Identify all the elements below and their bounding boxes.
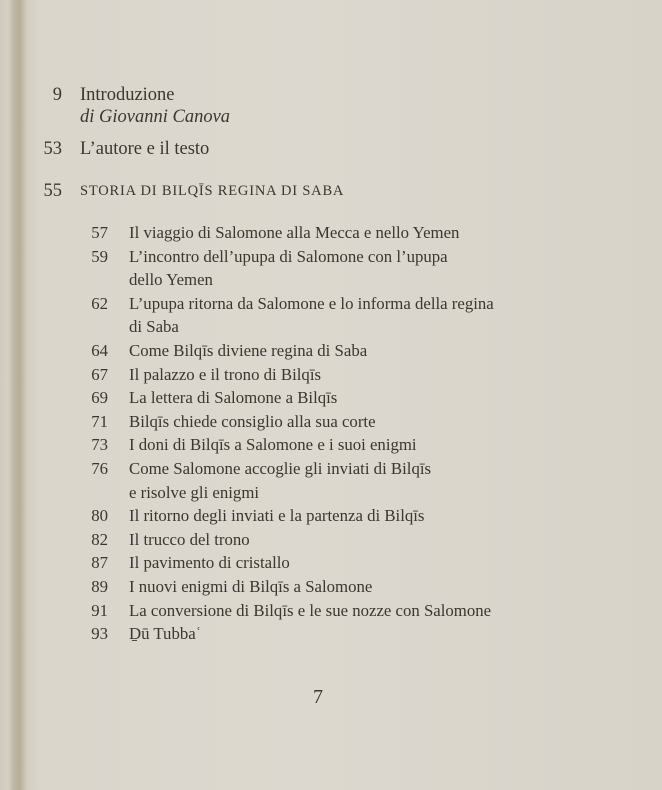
toc-entry — [0, 363, 662, 387]
entry-title-line: Il viaggio di Salomone alla Mecca e nello Yemen — [129, 223, 460, 242]
toc-entry — [0, 292, 662, 339]
page-number: 64 — [91, 340, 108, 360]
page-number: 71 — [91, 411, 108, 431]
entry-title-line: Il pavimento di cristallo — [129, 553, 290, 573]
entry-title-line: Il trucco del trono — [129, 529, 250, 549]
section-title: STORIA DI BILQĪS REGINA DI SABA — [80, 183, 345, 199]
toc-entry — [0, 245, 662, 292]
entry-title-line: e risolve gli enigmi — [129, 482, 260, 502]
page-number: 91 — [91, 600, 108, 620]
toc-entry — [0, 339, 662, 363]
toc-entry — [0, 551, 662, 575]
toc-list — [0, 221, 662, 646]
page-number: 53 — [43, 139, 62, 159]
entry-title-line: Il palazzo e il trono di Bilqīs — [129, 364, 322, 384]
toc-entry — [0, 504, 662, 528]
toc-entry — [0, 221, 662, 245]
toc-entry — [0, 622, 662, 646]
entry-title-line: Bilqīs chiede consiglio alla sua corte — [129, 411, 376, 431]
page-number: 80 — [91, 506, 108, 526]
page-number: 87 — [91, 553, 108, 573]
page-number: 55 — [43, 181, 62, 201]
entry-title-line: L’upupa ritorna da Salomone e lo informa della regina — [129, 293, 494, 313]
toc-entry — [0, 528, 662, 552]
page-number: 73 — [91, 435, 108, 455]
entry-title-line: di Saba — [129, 317, 179, 337]
page-number: 57 — [91, 223, 108, 242]
entry-title-line: I nuovi enigmi di Bilqīs a Salomone — [129, 576, 373, 596]
entry-title-line: Come Bilqīs diviene regina di Saba — [129, 340, 368, 360]
entry-title: Introduzione — [80, 85, 175, 105]
page-number: 62 — [91, 293, 108, 313]
toc-entry — [0, 386, 662, 410]
entry-title-line: dello Yemen — [129, 270, 213, 290]
page-folio: 7 — [313, 686, 323, 708]
entry-title: L’autore e il testo — [80, 139, 210, 159]
page-number: 89 — [91, 576, 108, 596]
toc-entry — [0, 410, 662, 434]
entry-title-line: Come Salomone accoglie gli inviati di Bilqīs — [129, 458, 432, 478]
toc-entry — [0, 457, 662, 504]
entry-title-line: L’incontro dell’upupa di Salomone con l’upupa — [129, 246, 448, 266]
entry-title-line: I doni di Bilqīs a Salomone e i suoi enigmi — [129, 435, 417, 455]
entry-title-line: La conversione di Bilqīs e le sue nozze con Salomone — [129, 600, 492, 620]
entry-title-line: La lettera di Salomone a Bilqīs — [129, 388, 338, 408]
toc-entry — [0, 433, 662, 457]
toc-entry — [0, 599, 662, 623]
page-number: 93 — [91, 624, 108, 644]
page-number: 59 — [91, 246, 108, 266]
toc-entry — [0, 575, 662, 599]
entry-author: di Giovanni Canova — [80, 107, 231, 127]
page-number: 69 — [91, 388, 108, 408]
page-number: 67 — [91, 364, 108, 384]
page-number: 82 — [91, 529, 108, 549]
page-number: 76 — [91, 458, 108, 478]
entry-title-line: Il ritorno degli inviati e la partenza di Bilqīs — [129, 506, 425, 526]
page-number: 9 — [52, 85, 62, 105]
entry-title-line: Ḏū Tubbaʿ — [129, 624, 202, 644]
